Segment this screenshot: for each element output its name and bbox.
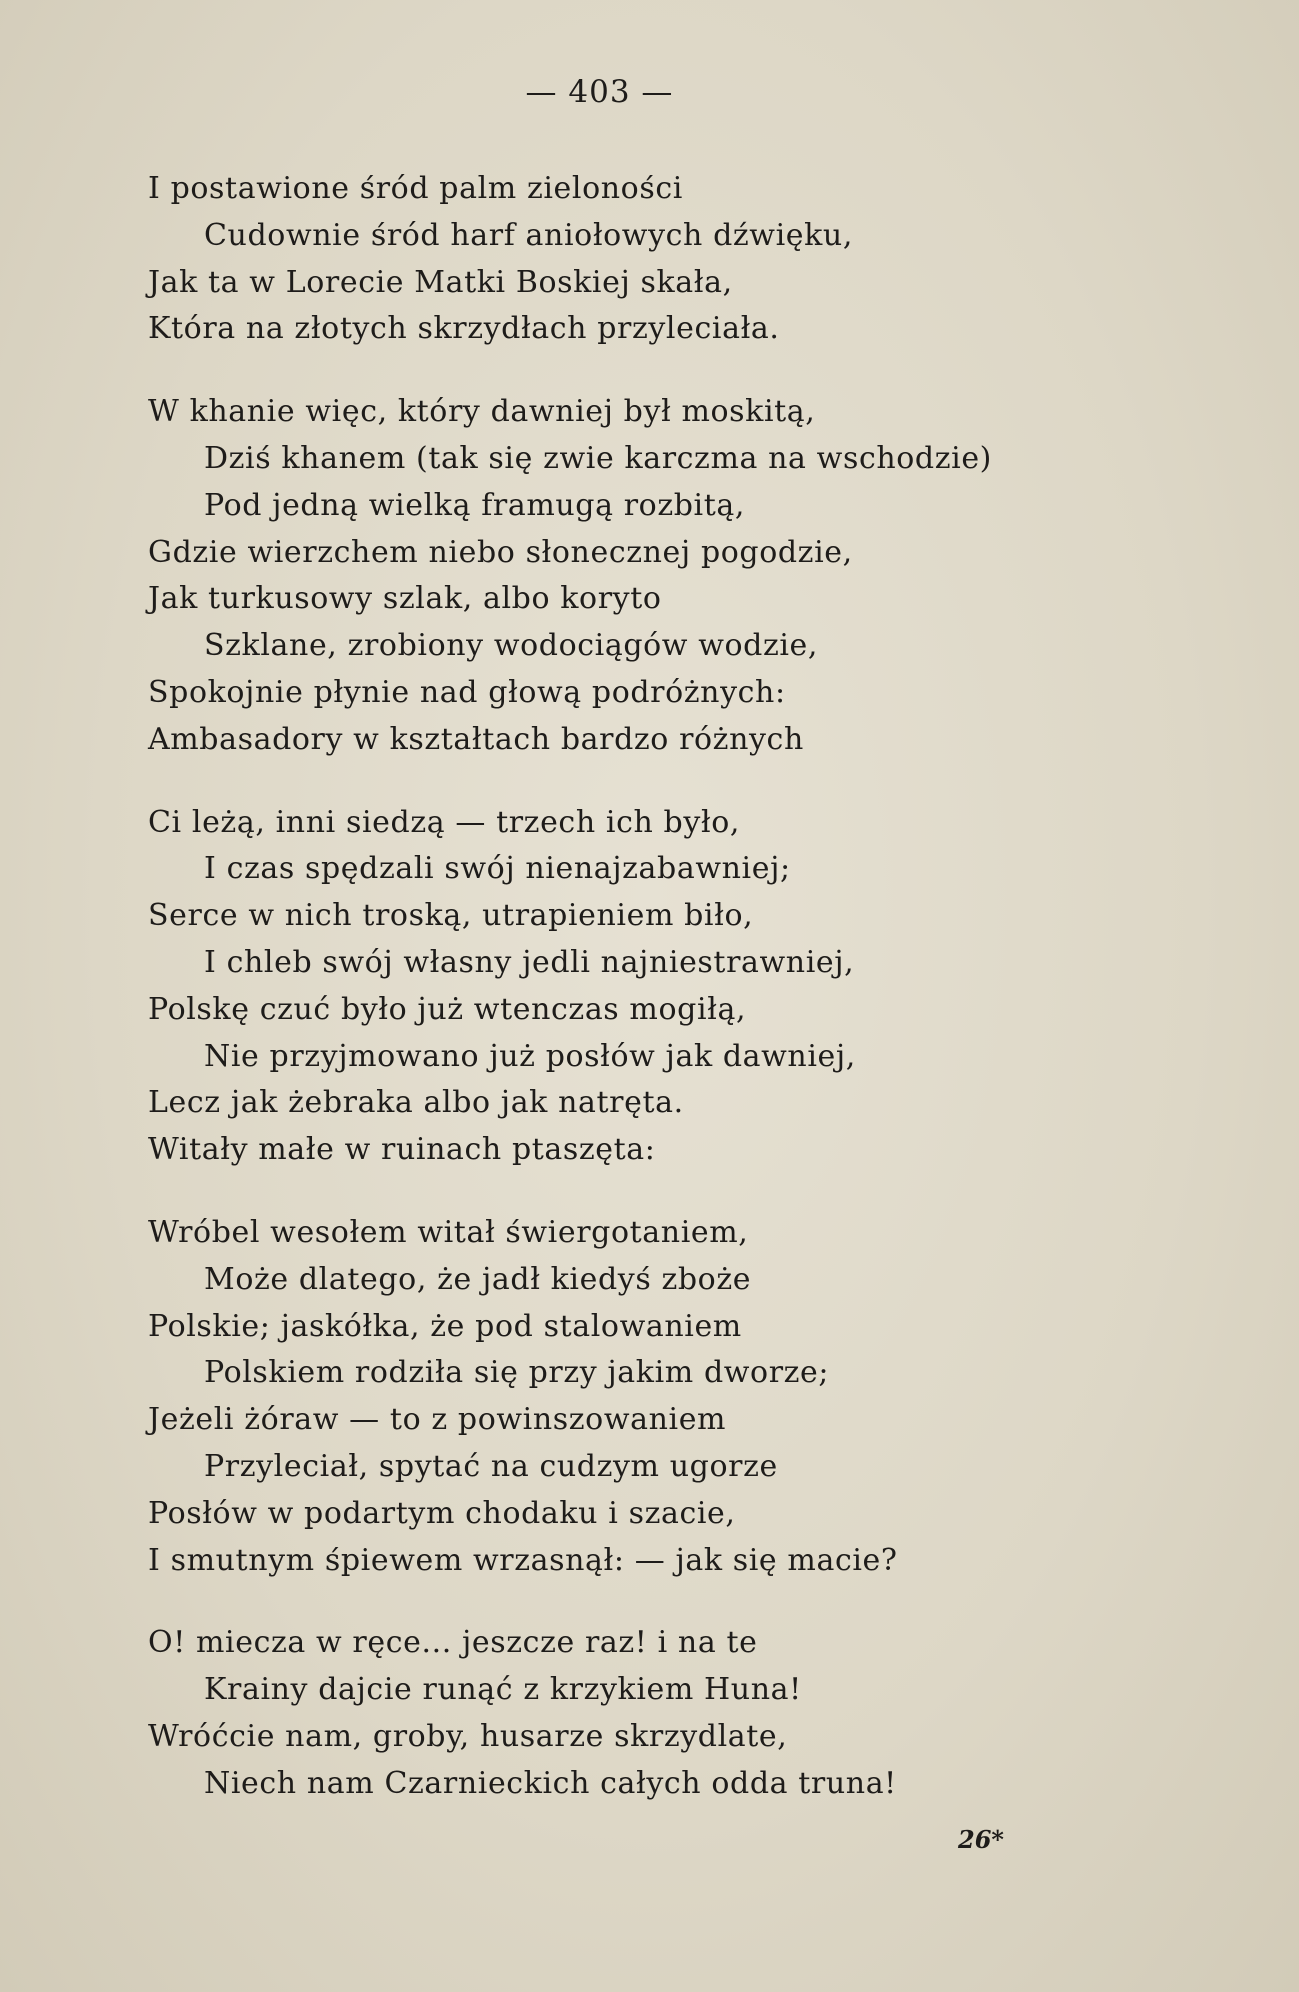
verse-line: O! miecza w ręce... jeszcze raz! i na te (148, 1625, 758, 1661)
verse-line: Polskiem rodziła się przy jakim dworze; (204, 1355, 830, 1391)
verse-line: Posłów w podartym chodaku i szacie, (148, 1495, 736, 1531)
verse-line: Wróbel wesołem witał świergotaniem, (148, 1214, 749, 1250)
verse-line: I czas spędzali swój nienajzabawniej; (204, 851, 791, 887)
verse-line: Szklane, zrobiony wodociągów wodzie, (204, 628, 819, 664)
printer-signature: 26* (958, 1825, 1004, 1854)
stanza (148, 800, 1228, 1174)
stanza (148, 1210, 1228, 1584)
page-number: — 403 — (525, 74, 674, 110)
verse-line: W khanie więc, który dawniej był moskitą, (148, 394, 816, 430)
verse-line: Może dlatego, że jadł kiedyś zboże (204, 1261, 752, 1297)
verse-line: Wróćcie nam, groby, husarze skrzydlate, (148, 1718, 788, 1754)
stanza (148, 1620, 1228, 1807)
verse-line: I chleb swój własny jedli najniestrawniej, (204, 944, 855, 980)
verse-line: Jak ta w Lorecie Matki Boskiej skała, (148, 264, 733, 300)
verse-line: Nie przyjmowano już posłów jak dawniej, (204, 1038, 856, 1074)
poem-text (148, 166, 1228, 1844)
verse-line: Witały małe w ruinach ptaszęta: (148, 1132, 656, 1168)
verse-line: Cudownie śród harf aniołowych dźwięku, (204, 217, 853, 253)
verse-line: Dziś khanem (tak się zwie karczma na wschodzie) (204, 440, 992, 476)
verse-line: Polskie; jaskółka, że pod stalowaniem (148, 1308, 742, 1344)
verse-line: Która na złotych skrzydłach przyleciała. (148, 311, 780, 347)
verse-line: I smutnym śpiewem wrzasnął: — jak się macie? (148, 1542, 898, 1578)
stanza (148, 389, 1228, 763)
verse-line: Spokojnie płynie nad głową podróżnych: (148, 674, 786, 710)
verse-line: Lecz jak żebraka albo jak natręta. (148, 1085, 684, 1121)
verse-line: Ambasadory w kształtach bardzo różnych (148, 721, 804, 757)
verse-line: Niech nam Czarnieckich całych odda truna! (204, 1765, 897, 1801)
verse-line: Gdzie wierzchem niebo słonecznej pogodzie, (148, 534, 853, 570)
verse-line: Pod jedną wielką framugą rozbitą, (204, 487, 746, 523)
verse-line: Przyleciał, spytać na cudzym ugorze (204, 1448, 778, 1484)
verse-line: Polskę czuć było już wtenczas mogiłą, (148, 991, 747, 1027)
verse-line: Serce w nich troską, utrapieniem biło, (148, 898, 754, 934)
stanza (148, 166, 1228, 353)
verse-line: Jeżeli żóraw — to z powinszowaniem (148, 1402, 727, 1438)
verse-line: Krainy dajcie runąć z krzykiem Huna! (204, 1672, 802, 1708)
verse-line: I postawione śród palm zieloności (148, 171, 683, 206)
verse-line: Jak turkusowy szlak, albo koryto (148, 581, 662, 617)
verse-line: Ci leżą, inni siedzą — trzech ich było, (148, 804, 741, 840)
